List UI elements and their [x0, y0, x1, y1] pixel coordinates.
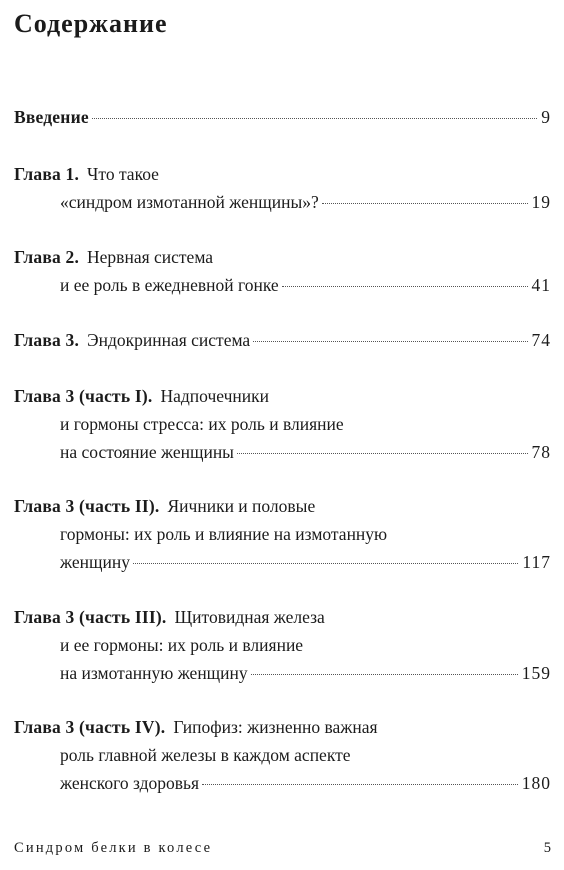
dot-leader [202, 783, 518, 785]
toc-entry-label: Глава 3 (часть IV). [14, 717, 166, 737]
toc-entry-title: «синдром измотанной женщины»? [60, 192, 319, 212]
toc-line [14, 382, 551, 410]
toc-entry-title: на состояние женщины [60, 442, 234, 462]
toc-entry-title: и ее гормоны: их роль и влияние [60, 635, 304, 655]
toc-entry-title: Надпочечники [160, 386, 269, 406]
toc-page-number: 74 [531, 330, 551, 350]
toc-line [14, 492, 551, 520]
dot-leader [92, 117, 537, 119]
toc-entry-title: и гормоны стресса: их роль и влияние [60, 414, 344, 434]
toc-entry-label: Глава 3 (часть II). [14, 496, 160, 516]
toc-line [14, 548, 551, 576]
page-footer [14, 838, 551, 858]
toc-entry-title: и ее роль в ежедневной гонке [60, 275, 279, 295]
toc-page-number: 117 [522, 552, 551, 572]
dot-leader [237, 452, 528, 454]
dot-leader [251, 673, 518, 675]
toc-line [14, 243, 551, 271]
running-book-title: Синдром белки в колесе [14, 840, 213, 856]
toc-entry-introduction[interactable] [14, 103, 551, 131]
toc-page-number: 159 [521, 663, 551, 683]
toc-entry-chapter-1[interactable] [14, 160, 551, 216]
dot-leader [322, 202, 528, 204]
toc-line [14, 160, 551, 188]
toc-line [14, 631, 551, 659]
toc-page-number: 9 [541, 107, 551, 127]
toc-entry-title: женского здоровья [60, 773, 200, 793]
toc-page-number: 78 [531, 442, 551, 462]
toc-entry-chapter-3[interactable] [14, 326, 551, 354]
toc-entry-label: Введение [14, 107, 89, 127]
dot-leader [253, 340, 527, 342]
toc-entry-label: Глава 1. [14, 164, 80, 184]
toc-line [14, 438, 551, 466]
toc-entry-chapter-2[interactable] [14, 243, 551, 299]
toc-line [14, 603, 551, 631]
toc-line [14, 520, 551, 548]
toc-entry-label: Глава 3 (часть III). [14, 607, 167, 627]
toc-entry-chapter-3-part-1[interactable] [14, 382, 551, 466]
toc-line [14, 271, 551, 299]
toc-entry-title: Яичники и половые [167, 496, 316, 516]
toc-entry-chapter-3-part-4[interactable] [14, 713, 551, 797]
toc-line [14, 410, 551, 438]
toc-entry-title: Эндокринная система [87, 330, 251, 350]
dot-leader [133, 562, 518, 564]
toc-entry-chapter-3-part-3[interactable] [14, 603, 551, 687]
toc-line [14, 326, 551, 354]
toc-entry-title: на измотанную женщину [60, 663, 248, 683]
toc-entry-label: Глава 3 (часть I). [14, 386, 153, 406]
page-number: 5 [543, 840, 551, 856]
toc-entry-title: Нервная система [87, 247, 214, 267]
toc-entry-title: женщину [60, 552, 130, 572]
toc-entry-title: Гипофиз: жизненно важная [173, 717, 378, 737]
toc-line [14, 659, 551, 687]
dot-leader [282, 285, 528, 287]
toc-line [14, 103, 551, 131]
toc-entry-label: Глава 2. [14, 247, 80, 267]
toc-page-number: 180 [521, 773, 551, 793]
toc-entry-title: Что такое [87, 164, 159, 184]
toc-entry-chapter-3-part-2[interactable] [14, 492, 551, 576]
toc-page-number: 41 [531, 275, 551, 295]
toc-entry-title: Щитовидная железа [174, 607, 325, 627]
toc-page-number: 19 [531, 192, 551, 212]
toc-entry-title: гормоны: их роль и влияние на измотанную [60, 524, 388, 544]
page-title: Содержание [14, 9, 168, 38]
toc-line [14, 769, 551, 797]
toc-entry-title: роль главной железы в каждом аспекте [60, 745, 351, 765]
toc-entry-label: Глава 3. [14, 330, 80, 350]
toc-line [14, 713, 551, 741]
toc-line [14, 741, 551, 769]
toc-line [14, 188, 551, 216]
